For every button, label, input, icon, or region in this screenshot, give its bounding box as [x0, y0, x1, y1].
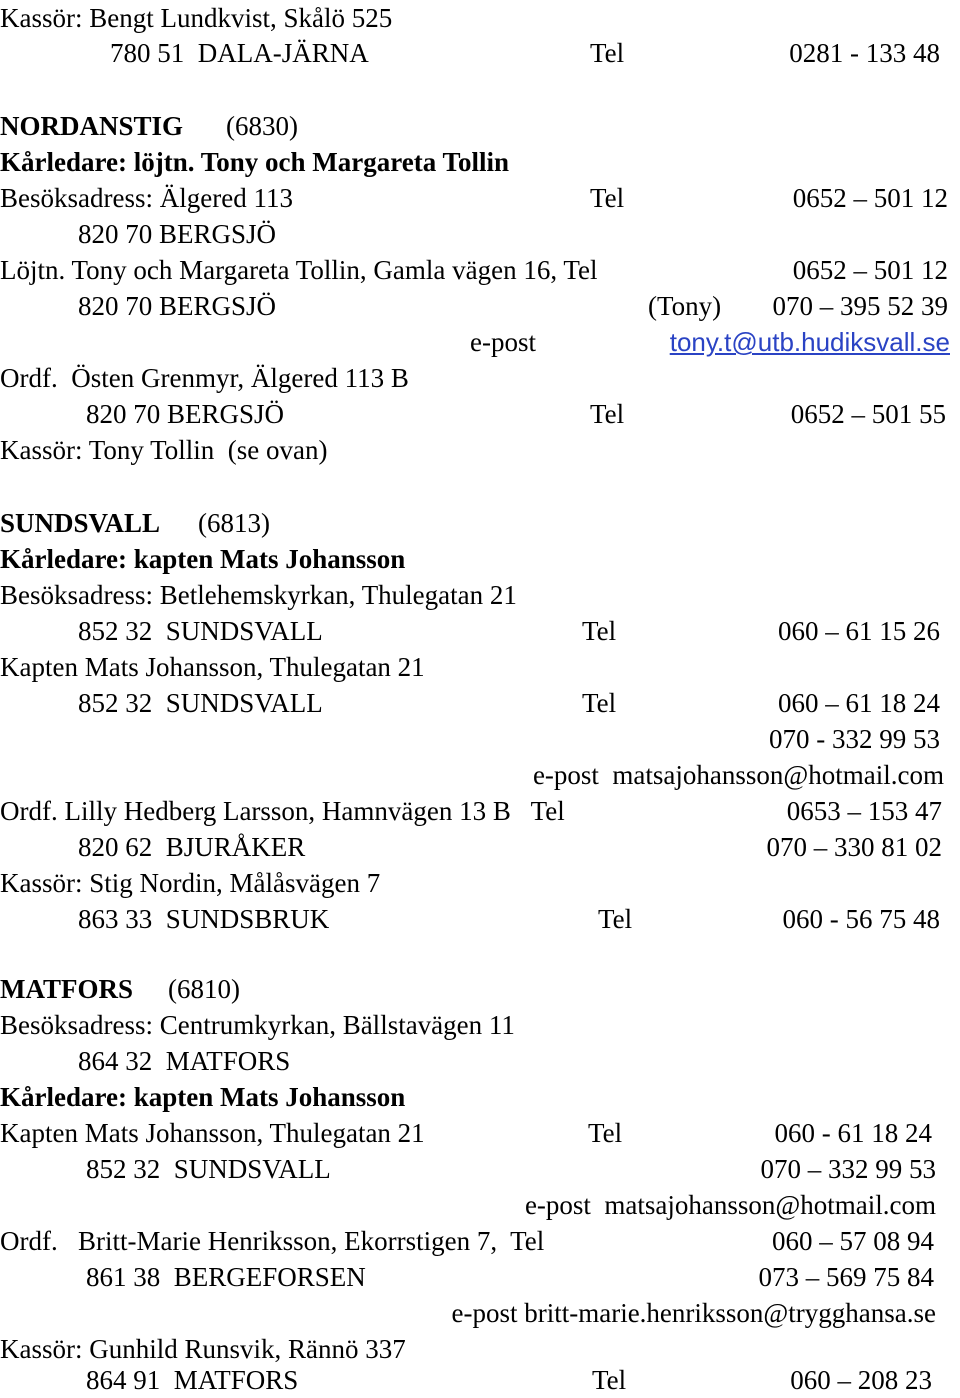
- phone-number: 070 – 395 52 39: [772, 291, 948, 321]
- postal-line: [0, 216, 960, 252]
- postal-text: 863 33 SUNDSBRUK: [78, 904, 330, 934]
- treasurer-line: [0, 432, 960, 468]
- tel-label: Tel: [582, 688, 617, 718]
- contact-text: Kapten Mats Johansson, Thulegatan 21: [0, 652, 425, 682]
- section-code: (6830): [226, 111, 298, 141]
- phone-number: 060 – 57 08 94: [772, 1226, 934, 1256]
- postal-line: [0, 829, 960, 865]
- postal-line: [0, 396, 960, 432]
- visit-address-line: [0, 577, 960, 613]
- leader-text: Kårledare: löjtn. Tony och Margareta Tollin: [0, 147, 510, 177]
- chair-text: Ordf. Östen Grenmyr, Älgered 113 B: [0, 363, 409, 393]
- leader-line: [0, 1079, 960, 1115]
- tel-label: Tel: [592, 1365, 627, 1395]
- treasurer-text: Kassör: Bengt Lundkvist, Skålö 525: [0, 3, 393, 33]
- phone-number: 0652 – 501 55: [790, 399, 946, 429]
- section-heading-nordanstig: [0, 108, 960, 144]
- chair-line: [0, 360, 960, 396]
- email-line: [0, 1187, 960, 1223]
- contact-line: [0, 649, 960, 685]
- chair-line: [0, 1223, 960, 1259]
- phone-number: 060 – 208 23: [790, 1365, 932, 1395]
- phone-number: 070 – 330 81 02: [766, 832, 942, 862]
- treasurer-text: Kassör: Stig Nordin, Målåsvägen 7: [0, 868, 381, 898]
- email-line: [0, 757, 960, 793]
- tel-label: Tel: [598, 904, 633, 934]
- treasurer-text: Kassör: Gunhild Runsvik, Rännö 337: [0, 1334, 406, 1364]
- postal-text: 852 32 SUNDSVALL: [86, 1154, 331, 1184]
- postal-line: [0, 1151, 960, 1187]
- leader-line: [0, 541, 960, 577]
- contact-line: [0, 252, 960, 288]
- phone-number: 060 - 56 75 48: [782, 904, 940, 934]
- phone-owner-label: (Tony): [648, 291, 722, 321]
- treasurer-text: Kassör: Tony Tollin (se ovan): [0, 435, 328, 465]
- tel-label: Tel: [590, 183, 625, 213]
- chair-text: Ordf. Britt-Marie Henriksson, Ekorrstigen 7, Tel: [0, 1226, 545, 1256]
- phone-number: 0653 – 153 47: [786, 796, 942, 826]
- postal-text: 820 70 BERGSJÖ: [86, 399, 285, 429]
- phone-number: 0281 - 133 48: [789, 38, 940, 68]
- contact-line: [0, 1115, 960, 1151]
- visit-address-line: [0, 180, 960, 216]
- leader-line: [0, 144, 960, 180]
- section-code: (6810): [168, 974, 240, 1004]
- contact-text: Löjtn. Tony och Margareta Tollin, Gamla vägen 16, Tel: [0, 255, 598, 285]
- tel-label: Tel: [590, 399, 625, 429]
- phone-number: 070 – 332 99 53: [760, 1154, 936, 1184]
- postal-text: 820 70 BERGSJÖ: [78, 219, 277, 249]
- visit-address-text: Besöksadress: Betlehemskyrkan, Thulegatan 21: [0, 580, 517, 610]
- leader-text: Kårledare: kapten Mats Johansson: [0, 544, 406, 574]
- treasurer-line: [0, 0, 960, 36]
- treasurer-line: [0, 865, 960, 901]
- phone-number: 060 – 61 18 24: [778, 688, 940, 718]
- postal-text: 820 62 BJURÅKER: [78, 832, 306, 862]
- chair-line: [0, 793, 960, 829]
- section-heading-matfors: [0, 971, 960, 1007]
- section-heading-sundsvall: [0, 505, 960, 541]
- postal-line: [0, 901, 960, 937]
- visit-address-line: [0, 1007, 960, 1043]
- section-code: (6813): [198, 508, 270, 538]
- address-line: [0, 35, 960, 71]
- postal-text: 820 70 BERGSJÖ: [78, 291, 277, 321]
- postal-text: 780 51 DALA-JÄRNA: [110, 38, 369, 68]
- section-name: SUNDSVALL: [0, 508, 161, 538]
- postal-text: 852 32 SUNDSVALL: [78, 688, 323, 718]
- leader-text: Kårledare: kapten Mats Johansson: [0, 1082, 406, 1112]
- phone-number: 0652 – 501 12: [792, 255, 948, 285]
- visit-address-text: Besöksadress: Centrumkyrkan, Bällstavägen 11: [0, 1010, 515, 1040]
- email-text: e-post matsajohansson@hotmail.com: [524, 1190, 936, 1220]
- email-text: e-post britt-marie.henriksson@trygghansa.se: [451, 1298, 936, 1328]
- tel-label: Tel: [588, 1118, 623, 1148]
- postal-text: 852 32 SUNDSVALL: [78, 616, 323, 646]
- email-line: [0, 324, 960, 360]
- email-text: e-post matsajohansson@hotmail.com: [532, 760, 944, 790]
- phone-number: 0652 – 501 12: [792, 183, 948, 213]
- postal-line: [0, 613, 960, 649]
- postal-line: [0, 1259, 960, 1295]
- postal-line: [0, 288, 960, 324]
- postal-line: [0, 685, 960, 721]
- email-line: [0, 1295, 960, 1331]
- phone-number: 073 – 569 75 84: [758, 1262, 934, 1292]
- visit-address-text: Besöksadress: Älgered 113: [0, 183, 293, 213]
- chair-text: Ordf. Lilly Hedberg Larsson, Hamnvägen 13 B Tel: [0, 796, 565, 826]
- phone-number: 060 - 61 18 24: [774, 1118, 932, 1148]
- postal-text: 864 91 MATFORS: [86, 1365, 299, 1395]
- section-name: MATFORS: [0, 974, 133, 1004]
- postal-text: 861 38 BERGEFORSEN: [86, 1262, 366, 1292]
- phone-number: 070 - 332 99 53: [769, 724, 940, 754]
- tel-label: Tel: [582, 616, 617, 646]
- email-link[interactable]: tony.t@utb.hudiksvall.se: [669, 327, 950, 357]
- email-label: e-post: [470, 327, 536, 357]
- postal-text: 864 32 MATFORS: [78, 1046, 291, 1076]
- phone-line: [0, 721, 960, 757]
- contact-text: Kapten Mats Johansson, Thulegatan 21: [0, 1118, 425, 1148]
- phone-number: 060 – 61 15 26: [778, 616, 940, 646]
- postal-line: [0, 1043, 960, 1079]
- section-name: NORDANSTIG: [0, 111, 184, 141]
- tel-label: Tel: [590, 38, 625, 68]
